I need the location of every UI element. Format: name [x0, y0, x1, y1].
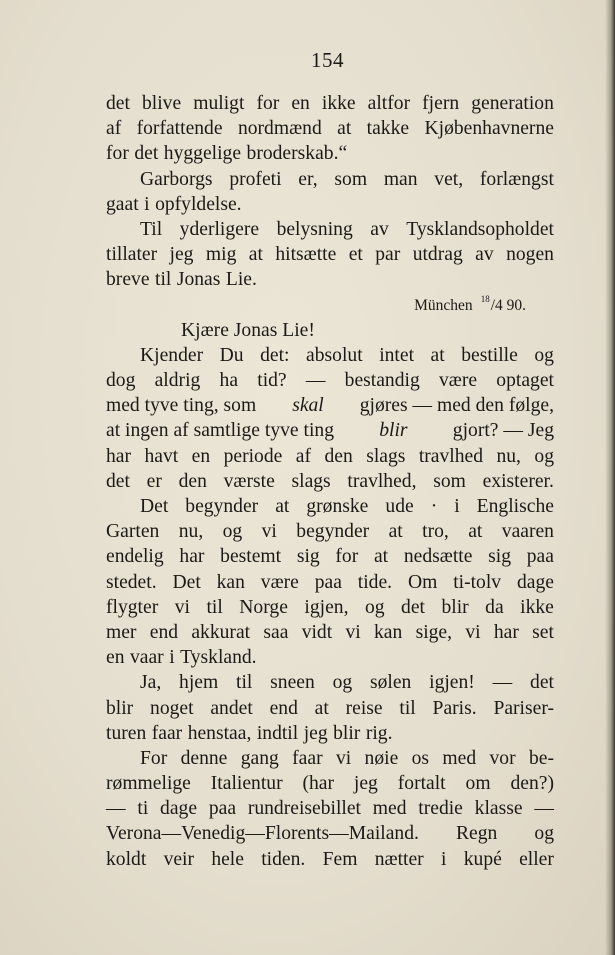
- word: den: [324, 445, 353, 467]
- word: sølen: [369, 672, 412, 694]
- word: profeti: [229, 168, 282, 190]
- word: opfyldelse.: [155, 193, 242, 215]
- word: til: [155, 269, 172, 291]
- word: av: [370, 218, 389, 240]
- word: rig.: [365, 722, 393, 744]
- word: Det: [172, 571, 201, 593]
- word: travlhed,: [347, 470, 417, 492]
- word: sneen: [270, 672, 315, 694]
- word: en: [291, 93, 310, 114]
- word: turen: [106, 722, 147, 744]
- word: faar: [292, 747, 323, 769]
- word: som: [433, 470, 466, 492]
- text-line: [106, 192, 554, 217]
- word: ikke: [520, 596, 554, 618]
- word: nedsætte: [403, 546, 473, 568]
- word: Garborgs: [140, 168, 213, 190]
- word: eller: [519, 848, 554, 870]
- letter-salutation: Kjære Jonas Lie!: [181, 319, 315, 341]
- text-line: [106, 696, 554, 721]
- word: den: [178, 470, 207, 492]
- emphasis-word: blir: [379, 420, 408, 442]
- word: Italientur: [210, 773, 283, 795]
- word: man: [383, 168, 418, 190]
- word: at: [275, 496, 290, 517]
- word: av: [475, 244, 494, 266]
- word: reise: [345, 697, 383, 719]
- word: For: [140, 747, 168, 769]
- word: hyggelige: [163, 143, 242, 165]
- word: har: [106, 445, 132, 467]
- word: muligt: [193, 93, 245, 114]
- word: den?): [510, 773, 554, 795]
- word: be-: [528, 747, 554, 769]
- word: hjem: [179, 672, 219, 694]
- text-line: [106, 847, 554, 872]
- word: har: [179, 546, 205, 568]
- word: tid?: [257, 370, 287, 392]
- word: blive: [141, 93, 182, 114]
- word: nøie: [364, 747, 399, 769]
- word: tredie: [418, 798, 463, 820]
- word: intet: [379, 344, 415, 366]
- word: veir: [163, 848, 195, 870]
- letter-date-rest: /4 90.: [490, 296, 526, 314]
- word: at: [388, 521, 403, 543]
- word: blir: [441, 596, 469, 618]
- word: existerer.: [482, 470, 554, 492]
- word: end: [149, 621, 179, 643]
- text-line: [106, 167, 554, 192]
- word: noget: [150, 697, 194, 719]
- word: ti-tolv: [453, 571, 502, 593]
- text-line: [106, 418, 554, 443]
- text-line: [106, 645, 554, 670]
- letter-dateline: [106, 293, 554, 318]
- word: endelig: [106, 546, 164, 568]
- word: ·: [430, 496, 438, 517]
- word: Det: [140, 496, 169, 517]
- word: Du: [219, 344, 244, 366]
- word: er,: [298, 168, 318, 190]
- word: blir: [333, 722, 361, 744]
- text-line: [106, 821, 554, 846]
- word: Paris.: [432, 697, 477, 719]
- word: Kjøbenhavnerne: [424, 118, 554, 140]
- text-line: [106, 746, 554, 771]
- word: henstaa,: [187, 722, 252, 744]
- word: —: [106, 798, 126, 820]
- word: —: [305, 370, 326, 392]
- word: kupé: [463, 848, 502, 870]
- word: vor: [489, 747, 516, 769]
- word: og: [222, 521, 243, 543]
- word: saa: [263, 621, 289, 643]
- word: koldt: [106, 848, 147, 870]
- word: stedet.: [106, 571, 157, 593]
- word: kan: [373, 621, 403, 643]
- word: rundreisebillet: [247, 798, 361, 820]
- word: som: [334, 168, 368, 190]
- text-segment: gjort? — Jeg: [452, 420, 554, 442]
- word: i: [169, 647, 175, 669]
- word: vi: [174, 596, 190, 618]
- page-edge: [605, 0, 615, 955]
- text-line: [106, 242, 554, 267]
- word: belysning: [276, 218, 353, 240]
- word: Fem: [322, 848, 358, 870]
- word: til: [206, 596, 223, 618]
- text-segment: gjøres — med den følge,: [359, 395, 554, 417]
- word: dog: [106, 370, 136, 392]
- word: Pariser-: [493, 697, 554, 719]
- word: periode: [223, 445, 283, 467]
- word: og: [332, 672, 353, 694]
- word: forfattende: [136, 118, 223, 140]
- word: jeg: [303, 722, 328, 744]
- word: blir: [106, 697, 134, 719]
- word: indtil: [256, 722, 299, 744]
- word: bestandig: [344, 370, 420, 392]
- word: med: [442, 747, 477, 769]
- emphasis-word: skal: [292, 395, 324, 417]
- word: er: [146, 470, 162, 492]
- word: vaar: [129, 647, 164, 669]
- word: Garten: [106, 521, 160, 543]
- text-line: [106, 721, 554, 746]
- word: ude: [385, 496, 414, 517]
- text-line: [106, 116, 554, 141]
- word: Kjender: [140, 344, 204, 366]
- word: det: [106, 93, 130, 114]
- word: for: [256, 93, 280, 114]
- word: vet,: [434, 168, 464, 190]
- word: om: [465, 773, 491, 795]
- word: for: [335, 546, 359, 568]
- word: forlængst: [479, 168, 554, 190]
- word: jeg: [169, 244, 194, 266]
- word: flygter: [106, 596, 159, 618]
- text-line: [106, 595, 554, 620]
- word: ikke: [321, 93, 356, 114]
- word: og: [534, 344, 554, 366]
- letter-place: München: [414, 296, 473, 314]
- word: nu,: [496, 445, 521, 467]
- word: kan: [216, 571, 245, 593]
- word: Til: [140, 218, 163, 240]
- word: fjern: [422, 93, 460, 114]
- word: at: [314, 697, 329, 719]
- word: optaget: [496, 370, 554, 392]
- text-line: [106, 141, 554, 166]
- letter-date-day: 18: [480, 293, 490, 304]
- word: travlhed: [418, 445, 484, 467]
- word: mer: [106, 621, 137, 643]
- word: —: [534, 798, 554, 820]
- word: og: [364, 596, 385, 618]
- word: set: [532, 621, 554, 643]
- text-segment: at ingen af samtlige tyve ting: [106, 420, 334, 442]
- word: faar: [151, 722, 183, 744]
- word: vi: [345, 621, 361, 643]
- word: at: [373, 546, 389, 568]
- word: igjen!: [429, 672, 475, 694]
- word: det: [106, 470, 130, 492]
- text-line: [106, 519, 554, 544]
- text-line: [106, 91, 554, 116]
- word: paa: [314, 571, 342, 593]
- text-line: [106, 444, 554, 469]
- word: slags: [366, 445, 406, 467]
- word: hele: [211, 848, 244, 870]
- word: har: [493, 621, 519, 643]
- word: i: [440, 848, 447, 870]
- text-line: [106, 469, 554, 494]
- word: en: [106, 647, 125, 669]
- word: det:: [260, 344, 290, 366]
- word: nogen: [506, 244, 554, 266]
- text-line: [106, 620, 554, 645]
- word: dage: [516, 571, 554, 593]
- word: fortalt: [397, 773, 446, 795]
- word: gang: [240, 747, 279, 769]
- word: det: [134, 143, 159, 165]
- word: sig: [488, 546, 512, 568]
- word: takke: [366, 118, 410, 140]
- word: og: [534, 445, 554, 467]
- word: nordmænd: [237, 118, 322, 140]
- word: igjen,: [304, 596, 349, 618]
- word: ti: [137, 798, 149, 820]
- text-line: [106, 368, 554, 393]
- word: en: [191, 445, 211, 467]
- word: det: [401, 596, 425, 618]
- word: slags: [291, 470, 331, 492]
- word: broderskab.“: [246, 143, 348, 165]
- word: tiden.: [261, 848, 306, 870]
- text-line: [106, 796, 554, 821]
- word: gaat: [106, 193, 139, 215]
- word: af: [106, 118, 122, 140]
- text-line: [106, 570, 554, 595]
- word: tro,: [422, 521, 449, 543]
- word: tide.: [357, 571, 393, 593]
- word: tillater: [106, 244, 158, 266]
- word: at: [337, 118, 352, 140]
- word: ha: [219, 370, 239, 392]
- word: breve: [106, 269, 150, 291]
- page-number: 154: [311, 48, 344, 72]
- word: begynder: [296, 521, 370, 543]
- word: et: [348, 244, 363, 266]
- word: denne: [180, 747, 228, 769]
- word: i: [144, 193, 150, 215]
- word: bestille: [461, 344, 518, 366]
- word: og: [534, 823, 554, 845]
- word: altfor: [367, 93, 411, 114]
- word: utdrag: [412, 244, 463, 266]
- word: at: [248, 244, 263, 266]
- text-segment: med tyve ting, som: [106, 395, 257, 417]
- word: grønske: [306, 496, 369, 517]
- word: vaaren: [501, 521, 554, 543]
- word: Englische: [476, 496, 554, 517]
- word: Ja,: [140, 672, 162, 694]
- word: Om: [407, 571, 438, 593]
- word: da: [485, 596, 504, 618]
- word: end: [269, 697, 298, 719]
- word: generation: [471, 93, 554, 114]
- text-line: [106, 343, 554, 368]
- word: akkurat: [191, 621, 251, 643]
- word: rømmelige: [106, 773, 191, 795]
- word: Tysklandsopholdet: [406, 218, 554, 240]
- word: sig: [296, 546, 320, 568]
- word: for: [106, 143, 129, 165]
- word: paa: [526, 546, 554, 568]
- word: Verona—Venedig—Florents—Mailand.: [106, 823, 419, 845]
- word: jeg: [353, 773, 378, 795]
- text-line: [106, 494, 554, 519]
- word: nætter: [374, 848, 424, 870]
- word: være: [438, 370, 478, 392]
- word: par: [375, 244, 401, 266]
- word: til: [399, 697, 416, 719]
- word: vi: [261, 521, 277, 543]
- word: Norge: [239, 596, 288, 618]
- word: (har: [302, 773, 335, 795]
- word: værste: [223, 470, 275, 492]
- word: andet: [210, 697, 253, 719]
- word: Lie.: [225, 269, 257, 291]
- text-line: [106, 544, 554, 569]
- word: at: [468, 521, 483, 543]
- word: det: [530, 672, 554, 694]
- word: Jonas: [176, 269, 221, 291]
- text-line: [106, 670, 554, 695]
- word: —: [492, 672, 513, 694]
- word: Tyskland.: [180, 647, 257, 669]
- word: havt: [144, 445, 179, 467]
- word: vidt: [301, 621, 333, 643]
- word: vi: [465, 621, 481, 643]
- word: vi: [335, 747, 352, 769]
- word: paa: [208, 798, 237, 820]
- word: dage: [160, 798, 198, 820]
- text-line: [106, 217, 554, 242]
- word: med: [372, 798, 407, 820]
- word: aldrig: [154, 370, 201, 392]
- word: af: [295, 445, 312, 467]
- word: klasse: [474, 798, 523, 820]
- text-line: [106, 393, 554, 418]
- word: i: [454, 496, 460, 517]
- word: sige,: [415, 621, 453, 643]
- word: mig: [205, 244, 237, 266]
- word: Regn: [455, 823, 498, 845]
- word: os: [411, 747, 430, 769]
- word: bestemt: [220, 546, 282, 568]
- body-text: [106, 91, 554, 872]
- word: begynder: [185, 496, 259, 517]
- word: være: [260, 571, 299, 593]
- word: hitsætte: [275, 244, 337, 266]
- word: yderligere: [179, 218, 260, 240]
- word: absolut: [306, 344, 363, 366]
- word: til: [236, 672, 253, 694]
- word: nu,: [178, 521, 204, 543]
- word: at: [430, 344, 445, 366]
- text-line: [106, 771, 554, 796]
